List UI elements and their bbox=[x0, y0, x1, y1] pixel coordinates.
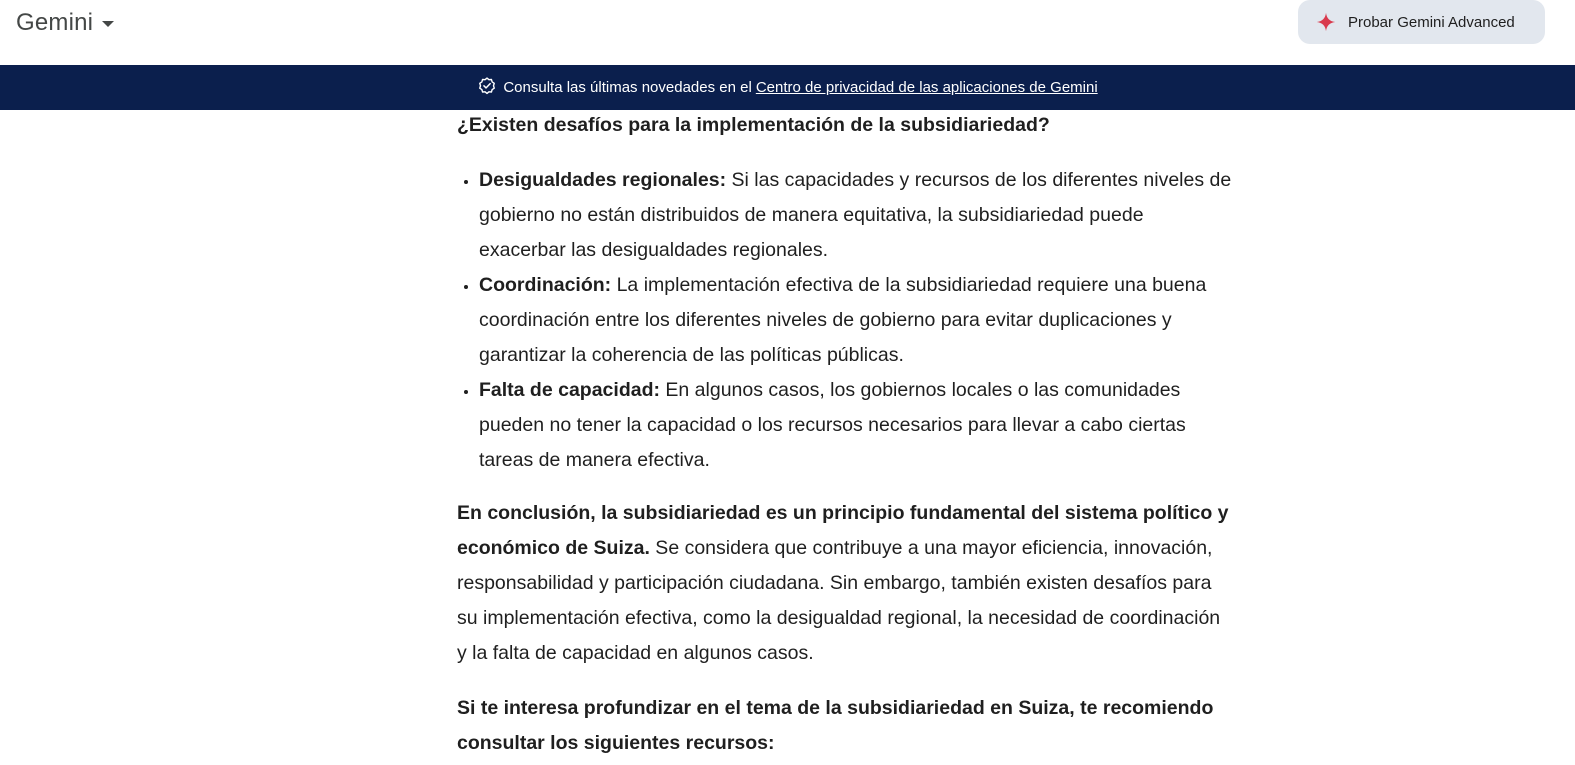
app-switcher[interactable] bbox=[16, 6, 114, 40]
conclusion-text: Se considera que contribuye a una mayor eficiencia, innovación, responsabilidad y participación ciudadana. Sin embargo, también existen desafíos para su implementación efectiva, como la desigualdad regional, la necesidad de coordinación y la falta de capacidad en algunos casos. bbox=[457, 537, 1221, 664]
try-gemini-advanced-button[interactable] bbox=[1298, 0, 1545, 44]
caret-down-icon bbox=[102, 21, 114, 27]
list-item-title: Desigualdades regionales: bbox=[479, 169, 727, 191]
top-bar bbox=[0, 0, 1575, 65]
try-button-label: Probar Gemini Advanced bbox=[1348, 13, 1515, 31]
list-item-title: Falta de capacidad: bbox=[479, 379, 660, 401]
conclusion-bold: En conclusión, la subsidiariedad es un principio fundamental del sistema político y económico de Suiza. bbox=[457, 502, 1229, 559]
privacy-banner bbox=[0, 65, 1575, 110]
list-item bbox=[479, 163, 1232, 268]
banner-text: Consulta las últimas novedades en el bbox=[503, 79, 752, 96]
list-item-text: En algunos casos, los gobiernos locales o las comunidades pueden no tener la capacidad o los recursos necesarios para llevar a cabo ciertas tareas de manera efectiva. bbox=[479, 379, 1186, 471]
challenges-list bbox=[457, 163, 1232, 478]
privacy-center-link[interactable]: Centro de privacidad de las aplicaciones de Gemini bbox=[755, 79, 1098, 96]
list-item bbox=[479, 373, 1232, 478]
app-title: Gemini bbox=[16, 9, 94, 36]
conclusion-paragraph bbox=[457, 496, 1232, 671]
verified-check-icon bbox=[477, 76, 497, 96]
list-item-text: La implementación efectiva de la subsidiariedad requiere una buena coordinación entre los diferentes niveles de gobierno para evitar duplicaciones y garantizar la coherencia de las políticas públicas. bbox=[479, 274, 1207, 366]
list-item-title: Coordinación: bbox=[479, 274, 612, 296]
closing-paragraph: Si te interesa profundizar en el tema de la subsidiariedad en Suiza, te recomiendo consultar los siguientes recursos: bbox=[457, 697, 1214, 754]
response-content bbox=[457, 108, 1232, 761]
section-heading: ¿Existen desafíos para la implementación de la subsidiariedad? bbox=[457, 114, 1050, 136]
list-item-text: Si las capacidades y recursos de los diferentes niveles de gobierno no están distribuidos de manera equitativa, la subsidiariedad puede exacerbar las desigualdades regionales. bbox=[479, 169, 1232, 261]
sparkle-icon bbox=[1316, 12, 1336, 32]
list-item bbox=[479, 268, 1232, 373]
